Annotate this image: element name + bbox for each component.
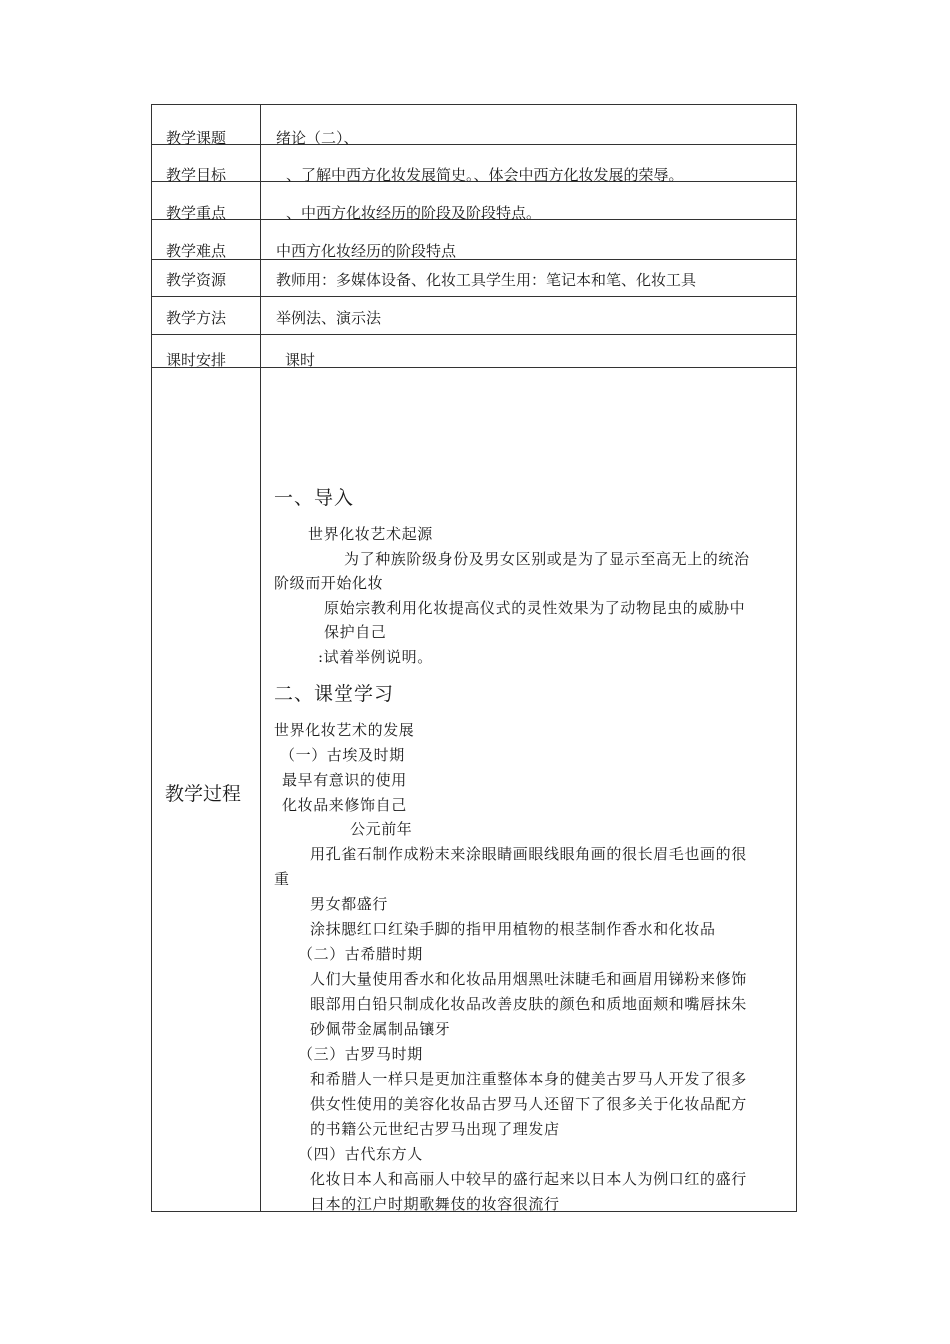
- process-line: 最早有意识的使用: [282, 771, 407, 789]
- process-line: 的书籍公元世纪古罗马出现了理发店: [310, 1120, 560, 1138]
- process-line: （三）古罗马时期: [298, 1045, 423, 1063]
- row-divider: [152, 296, 796, 297]
- process-line: 重: [274, 870, 290, 888]
- process-line: 供女性使用的美容化妆品古罗马人还留下了很多关于化妆品配方: [310, 1095, 747, 1113]
- process-line: 涂抹腮红口红染手脚的指甲用植物的根茎制作香水和化妆品: [310, 920, 716, 938]
- process-line: （二）古希腊时期: [298, 945, 423, 963]
- process-line: 用孔雀石制作成粉末来涂眼睛画眼线眼角画的很长眉毛也画的很: [310, 845, 747, 863]
- row-value-resources: 教师用：多媒体设备、化妆工具学生用：笔记本和笔、化妆工具: [276, 271, 697, 289]
- process-line: 人们大量使用香水和化妆品用烟黑吐沫睫毛和画眉用锑粉来修饰: [310, 970, 747, 988]
- process-line: 化妆日本人和高丽人中较早的盛行起来以日本人为例口红的盛行: [310, 1170, 747, 1188]
- process-line: 化妆品来修饰自己: [282, 796, 407, 814]
- row-value-key-points: 、中西方化妆经历的阶段及阶段特点。: [286, 204, 542, 222]
- process-line: 公元前年: [350, 820, 413, 838]
- row-label-objectives: 教学目标: [166, 166, 227, 184]
- row-value-methods: 举例法、演示法: [276, 309, 382, 327]
- row-label-topic: 教学课题: [166, 129, 227, 147]
- row-label-resources: 教学资源: [166, 271, 227, 289]
- process-line: 世界化妆艺术起源: [308, 525, 433, 543]
- process-line: 砂佩带金属制品镶牙: [310, 1020, 451, 1038]
- row-value-schedule: 课时: [285, 351, 316, 369]
- row-label-methods: 教学方法: [166, 309, 227, 327]
- process-line: 和希腊人一样只是更加注重整体本身的健美古罗马人开发了很多: [310, 1070, 747, 1088]
- process-line: 日本的江户时期歌舞伎的妆容很流行: [310, 1195, 560, 1213]
- row-label-difficulties: 教学难点: [166, 242, 227, 260]
- column-divider: [260, 105, 261, 1211]
- row-value-difficulties: 中西方化妆经历的阶段特点: [276, 242, 457, 260]
- row-divider: [152, 367, 796, 368]
- process-line: :试着举例说明。: [318, 648, 433, 666]
- process-line: 男女都盛行: [310, 895, 389, 913]
- row-label-key-points: 教学重点: [166, 204, 227, 222]
- row-divider: [152, 334, 796, 335]
- row-label-process: 教学过程: [165, 783, 242, 805]
- row-divider: [152, 259, 796, 260]
- process-line: 为了种族阶级身份及男女区别或是为了显示至高无上的统治: [344, 550, 750, 568]
- row-label-schedule: 课时安排: [166, 351, 227, 369]
- process-line: 原始宗教利用化妆提高仪式的灵性效果为了动物昆虫的威胁中: [324, 599, 746, 617]
- process-line: （四）古代东方人: [298, 1145, 423, 1163]
- row-value-topic: 绪论（二）、: [276, 129, 359, 147]
- row-divider: [152, 144, 796, 145]
- process-line: （一）古埃及时期: [280, 746, 405, 764]
- lesson-plan-table: [151, 104, 797, 1212]
- row-value-objectives: 、了解中西方化妆发展简史。、体会中西方化妆发展的荣辱。: [286, 166, 684, 184]
- process-line: 世界化妆艺术的发展: [274, 721, 415, 739]
- process-line: 保护自己: [324, 623, 387, 641]
- process-line: 眼部用白铅只制成化妆品改善皮肤的颜色和质地面颊和嘴唇抹朱: [310, 995, 747, 1013]
- section-heading-intro: 一、导入: [274, 487, 355, 509]
- section-heading-classroom: 二、课堂学习: [274, 683, 395, 705]
- process-line: 阶级而开始化妆: [274, 574, 384, 592]
